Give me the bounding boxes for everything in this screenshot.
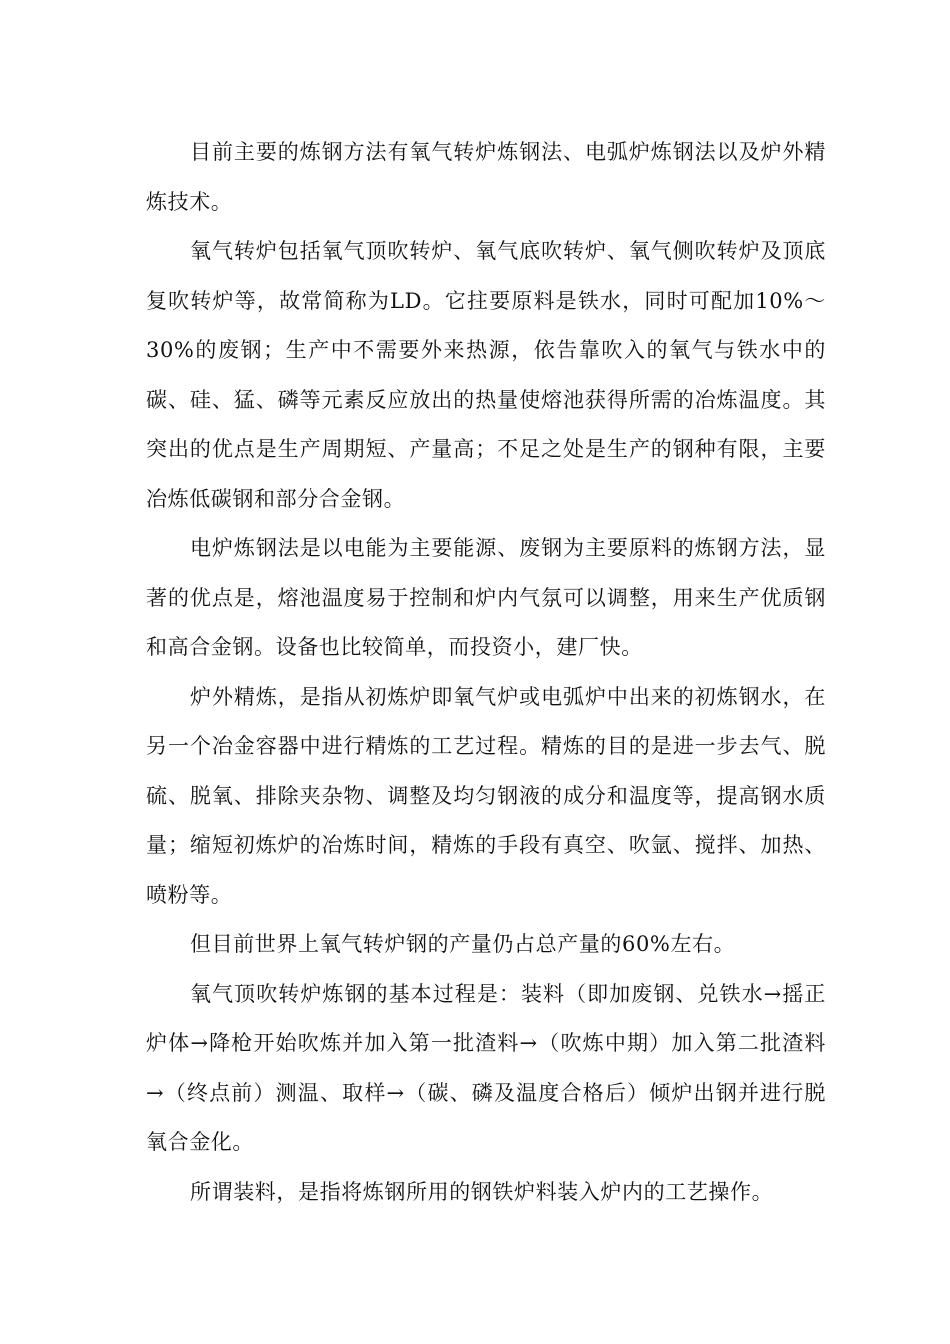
- paragraph-basic-process: 氧气顶吹转炉炼钢的基本过程是：装料（即加废钢、兑铁水→摇正炉体→降枪开始吹炼并加入第一批渣料→（吹炼中期）加入第二批渣料→（终点前）测温、取样→（碳、磷及温度合格后）倾炉出钢并进行脱氧合金化。: [146, 981, 826, 1154]
- paragraph-charging: 所谓装料，是指将炼钢所用的钢铁炉料装入炉内的工艺操作。: [190, 1179, 774, 1204]
- paragraph-electric-furnace: 电炉炼钢法是以电能为主要能源、废钢为主要原料的炼钢方法，显著的优点是，熔池温度易于控制和炉内气氛可以调整，用来生产优质钢和高合金钢。设备也比较简单，而投资小，建厂快。: [146, 536, 826, 659]
- body-text: [146, 128, 826, 1217]
- paragraph-steelmaking-methods: 目前主要的炼钢方法有氧气转炉炼钢法、电弧炉炼钢法以及炉外精炼技术。: [146, 140, 826, 214]
- paragraph-oxygen-converter: 氧气转炉包括氧气顶吹转炉、氧气底吹转炉、氧气侧吹转炉及顶底复吹转炉等，故常简称为LD。它拄要原料是铁水，同时可配加10%～30%的废钢；生产中不需要外来热源，依告靠吹入的氧气与铁水中的碳、硅、猛、磷等元素反应放出的热量使熔池获得所需的冶炼温度。其突出的优点是生产周期短、产量高；不足之处是生产的钢种有限，主要冶炼低碳钢和部分合金钢。: [146, 239, 826, 511]
- paragraph-world-output: 但目前世界上氧气转炉钢的产量仍占总产量的60%左右。: [190, 932, 736, 956]
- paragraph-secondary-refining: 炉外精炼，是指从初炼炉即氧气炉或电弧炉中出来的初炼钢水，在另一个冶金容器中进行精炼的工艺过程。精炼的目的是进一步去气、脱硫、脱氧、排除夹杂物、调整及均匀钢液的成分和温度等，提高钢水质量；缩短初炼炉的冶炼时间，精炼的手段有真空、吹氩、搅拌、加热、喷粉等。: [146, 684, 826, 907]
